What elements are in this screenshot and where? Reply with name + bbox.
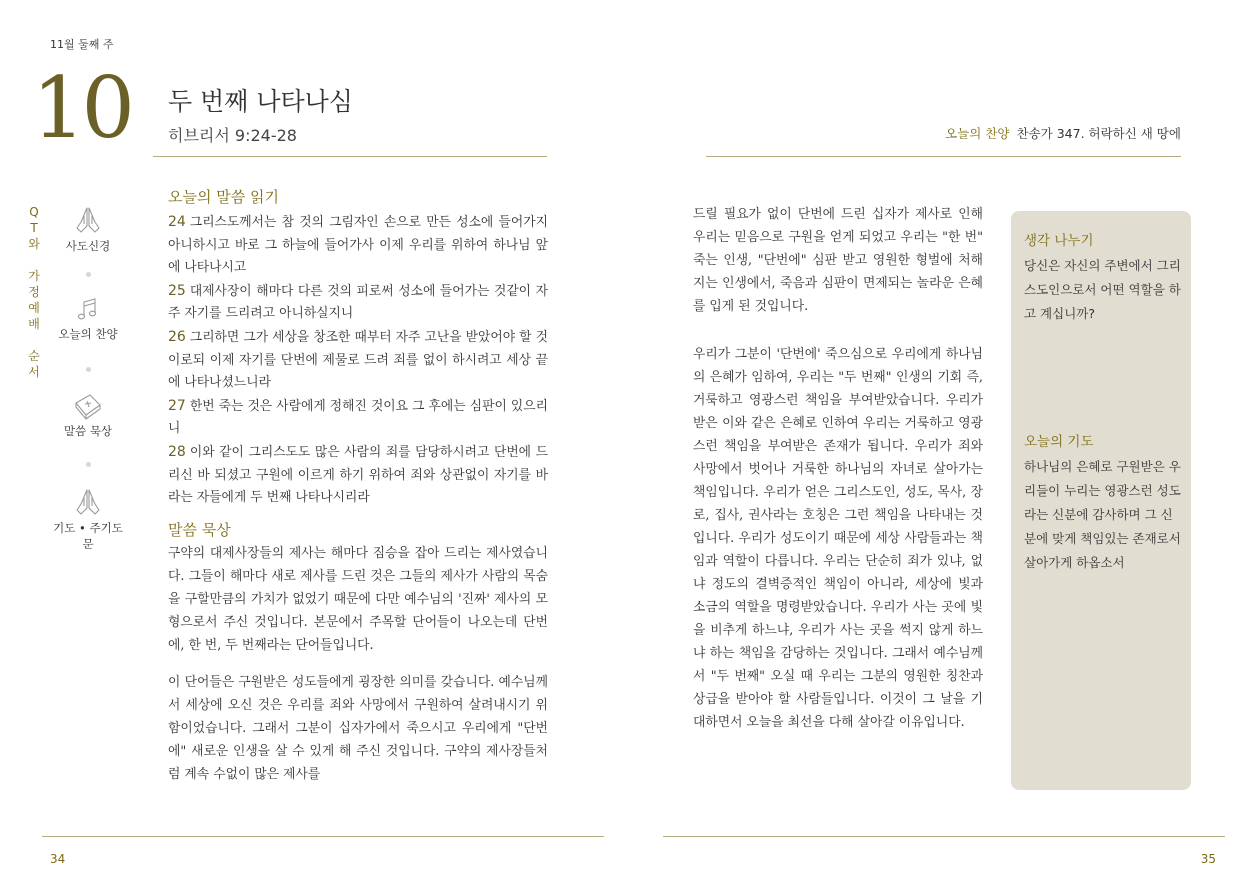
order-separator-dot xyxy=(86,272,91,277)
order-separator-dot xyxy=(86,462,91,467)
share-question: 당신은 자신의 주변에서 그리스도인으로서 어떤 역할을 하고 계십니까? xyxy=(1024,258,1181,321)
music-note-icon xyxy=(73,296,103,324)
bible-icon xyxy=(72,391,104,421)
share-heading: 생각 나누기 xyxy=(1024,233,1094,249)
footer-divider-right xyxy=(663,836,1225,837)
meditation-heading: 말씀 묵상 xyxy=(168,521,231,539)
order-item-prayer: 기도 • 주기도문 xyxy=(48,486,128,552)
hymn-label: 오늘의 찬양 xyxy=(945,126,1010,141)
bible-passage xyxy=(168,211,548,510)
vertical-section-title: Q T 와 가 정 예 배 순 서 xyxy=(28,205,40,379)
prayer-heading: 오늘의 기도 xyxy=(1024,434,1094,450)
footer-divider-left xyxy=(42,836,604,837)
paragraph: 이 단어들은 구원받은 성도들에게 굉장한 의미를 갖습니다. 예수님께서 세상에 오신 것은 우리를 죄와 사망에서 구원하여 살려내시기 위함이었습니다. 그래서 그분이 십자가에서 죽으시고 우리에게 "단번에" 새로운 인생을 살 수 있게 해 주신 것입니다. 구약의 제사장들처럼 계속 수없이 많은 제사를 xyxy=(168,675,548,782)
order-item-apostles-creed: 사도신경 xyxy=(48,204,128,254)
reflection-sidebar xyxy=(1011,211,1191,790)
order-separator-dot xyxy=(86,367,91,372)
page-number-right: 35 xyxy=(1200,852,1216,866)
meditation-text-right xyxy=(693,203,983,734)
verse: 27 한번 죽는 것은 사람에게 정해진 것이요 그 후에는 심판이 있으리니 xyxy=(168,397,548,437)
header-divider-left xyxy=(153,156,547,157)
hymn-value: 찬송가 347. 허락하신 새 땅에 xyxy=(1016,126,1181,141)
reading-heading: 오늘의 말씀 읽기 xyxy=(168,188,279,206)
todays-hymn xyxy=(945,124,1181,142)
order-item-word-meditation: 말씀 묵상 xyxy=(48,391,128,439)
paragraph: 드릴 필요가 없이 단번에 드린 십자가 제사로 인해 우리는 믿음으로 구원을 얻게 되었고 우리는 "한 번" 죽는 인생, "단번에" 심판 받고 영원한 형벌에 처해지는 인생에서, 죽음과 심판이 면제되는 놀라운 은혜를 입게 된 것입니다. xyxy=(693,207,983,314)
praying-hands-icon xyxy=(73,486,103,518)
praying-hands-icon xyxy=(73,204,103,236)
paragraph: 우리가 그분이 '단번에' 죽으심으로 우리에게 하나님의 은혜가 임하여, 우리는 "두 번째" 인생의 기회 즉, 거룩하고 영광스런 책임을 부여받았습니다. 우리가 받은 이와 같은 은혜로 인하여 우리는 거룩하고 영광스런 책임을 부여받은 존재가 됩니다. 우리가 죄와 사망에서 벗어나 거룩한 하나님의 자녀로 살아가는 책임입니다. 우리가 얻은 그리스도인, 성도, 목사, 장로, 집사, 권사라는 호칭은 그런 책임을 나타내는 것입니다. 우리가 성도이기 때문에 세상 사람들과는 책임과 역할이 다릅니다. 우리는 단순히 죄가 있냐, 없냐 정도의 결벽증적인 책임이 아니라, 세상에 빛과 소금의 역할을 명령받았습니다. 우리가 사는 곳에 빛을 비추게 하느냐, 우리가 사는 곳을 썩지 않게 하느냐 하는 책임을 감당하는 것입니다. 그래서 예수님께서 "두 번째" 오실 때 우리는 그분의 영원한 칭찬과 상급을 받아야 할 사람들입니다. 이것이 그 날을 기대하면서 오늘을 최선을 다해 살아갈 이유입니다. xyxy=(693,347,983,730)
page-title: 두 번째 나타나심 xyxy=(168,87,353,116)
header-divider-right xyxy=(706,156,1181,157)
meditation-text-left xyxy=(168,542,548,786)
verse: 25 대제사장이 해마다 다른 것의 피로써 성소에 들어가는 것같이 자주 자기를 드리려고 아니하실지니 xyxy=(168,282,548,322)
verse: 26 그리하면 그가 세상을 창조한 때부터 자주 고난을 받았어야 할 것이로되 이제 자기를 단번에 제물로 드려 죄를 없이 하시려고 세상 끝에 나타나셨느니라 xyxy=(168,328,548,391)
verse: 24 그리스도께서는 참 것의 그림자인 손으로 만든 성소에 들어가지 아니하시고 바로 그 하늘에 들어가사 이제 우리를 위하여 하나님 앞에 나타나시고 xyxy=(168,214,548,276)
page-number-left: 34 xyxy=(50,852,66,866)
prayer-text: 하나님의 은혜로 구원받은 우리들이 누리는 영광스런 성도라는 신분에 감사하며 그 신분에 맞게 책임있는 존재로서 살아가게 하옵소서 xyxy=(1024,459,1181,570)
week-label: 11월 둘째 주 xyxy=(50,38,114,51)
day-number: 10 xyxy=(32,59,131,157)
verse: 28 이와 같이 그리스도도 많은 사람의 죄를 담당하시려고 단번에 드리신 바 되셨고 구원에 이르게 하기 위하여 죄와 상관없이 자기를 바라는 자들에게 두 번째 나타나시리라 xyxy=(168,443,548,506)
order-item-todays-hymn: 오늘의 찬양 xyxy=(48,296,128,342)
scripture-reference: 히브리서 9:24-28 xyxy=(168,126,297,145)
prayer-block xyxy=(1024,430,1181,575)
paragraph: 구약의 대제사장들의 제사는 해마다 짐승을 잡아 드리는 제사였습니다. 그들이 해마다 새로 제사를 드린 것은 그들의 제사가 사람의 목숨을 구할만큼의 가치가 없었기 때문에 다만 예수님의 '진짜' 제사의 모형으로서 주신 것입니다. 본문에서 주목할 단어들이 나오는데 단번에, 한 번, 두 번째라는 단어들입니다. xyxy=(168,546,548,653)
